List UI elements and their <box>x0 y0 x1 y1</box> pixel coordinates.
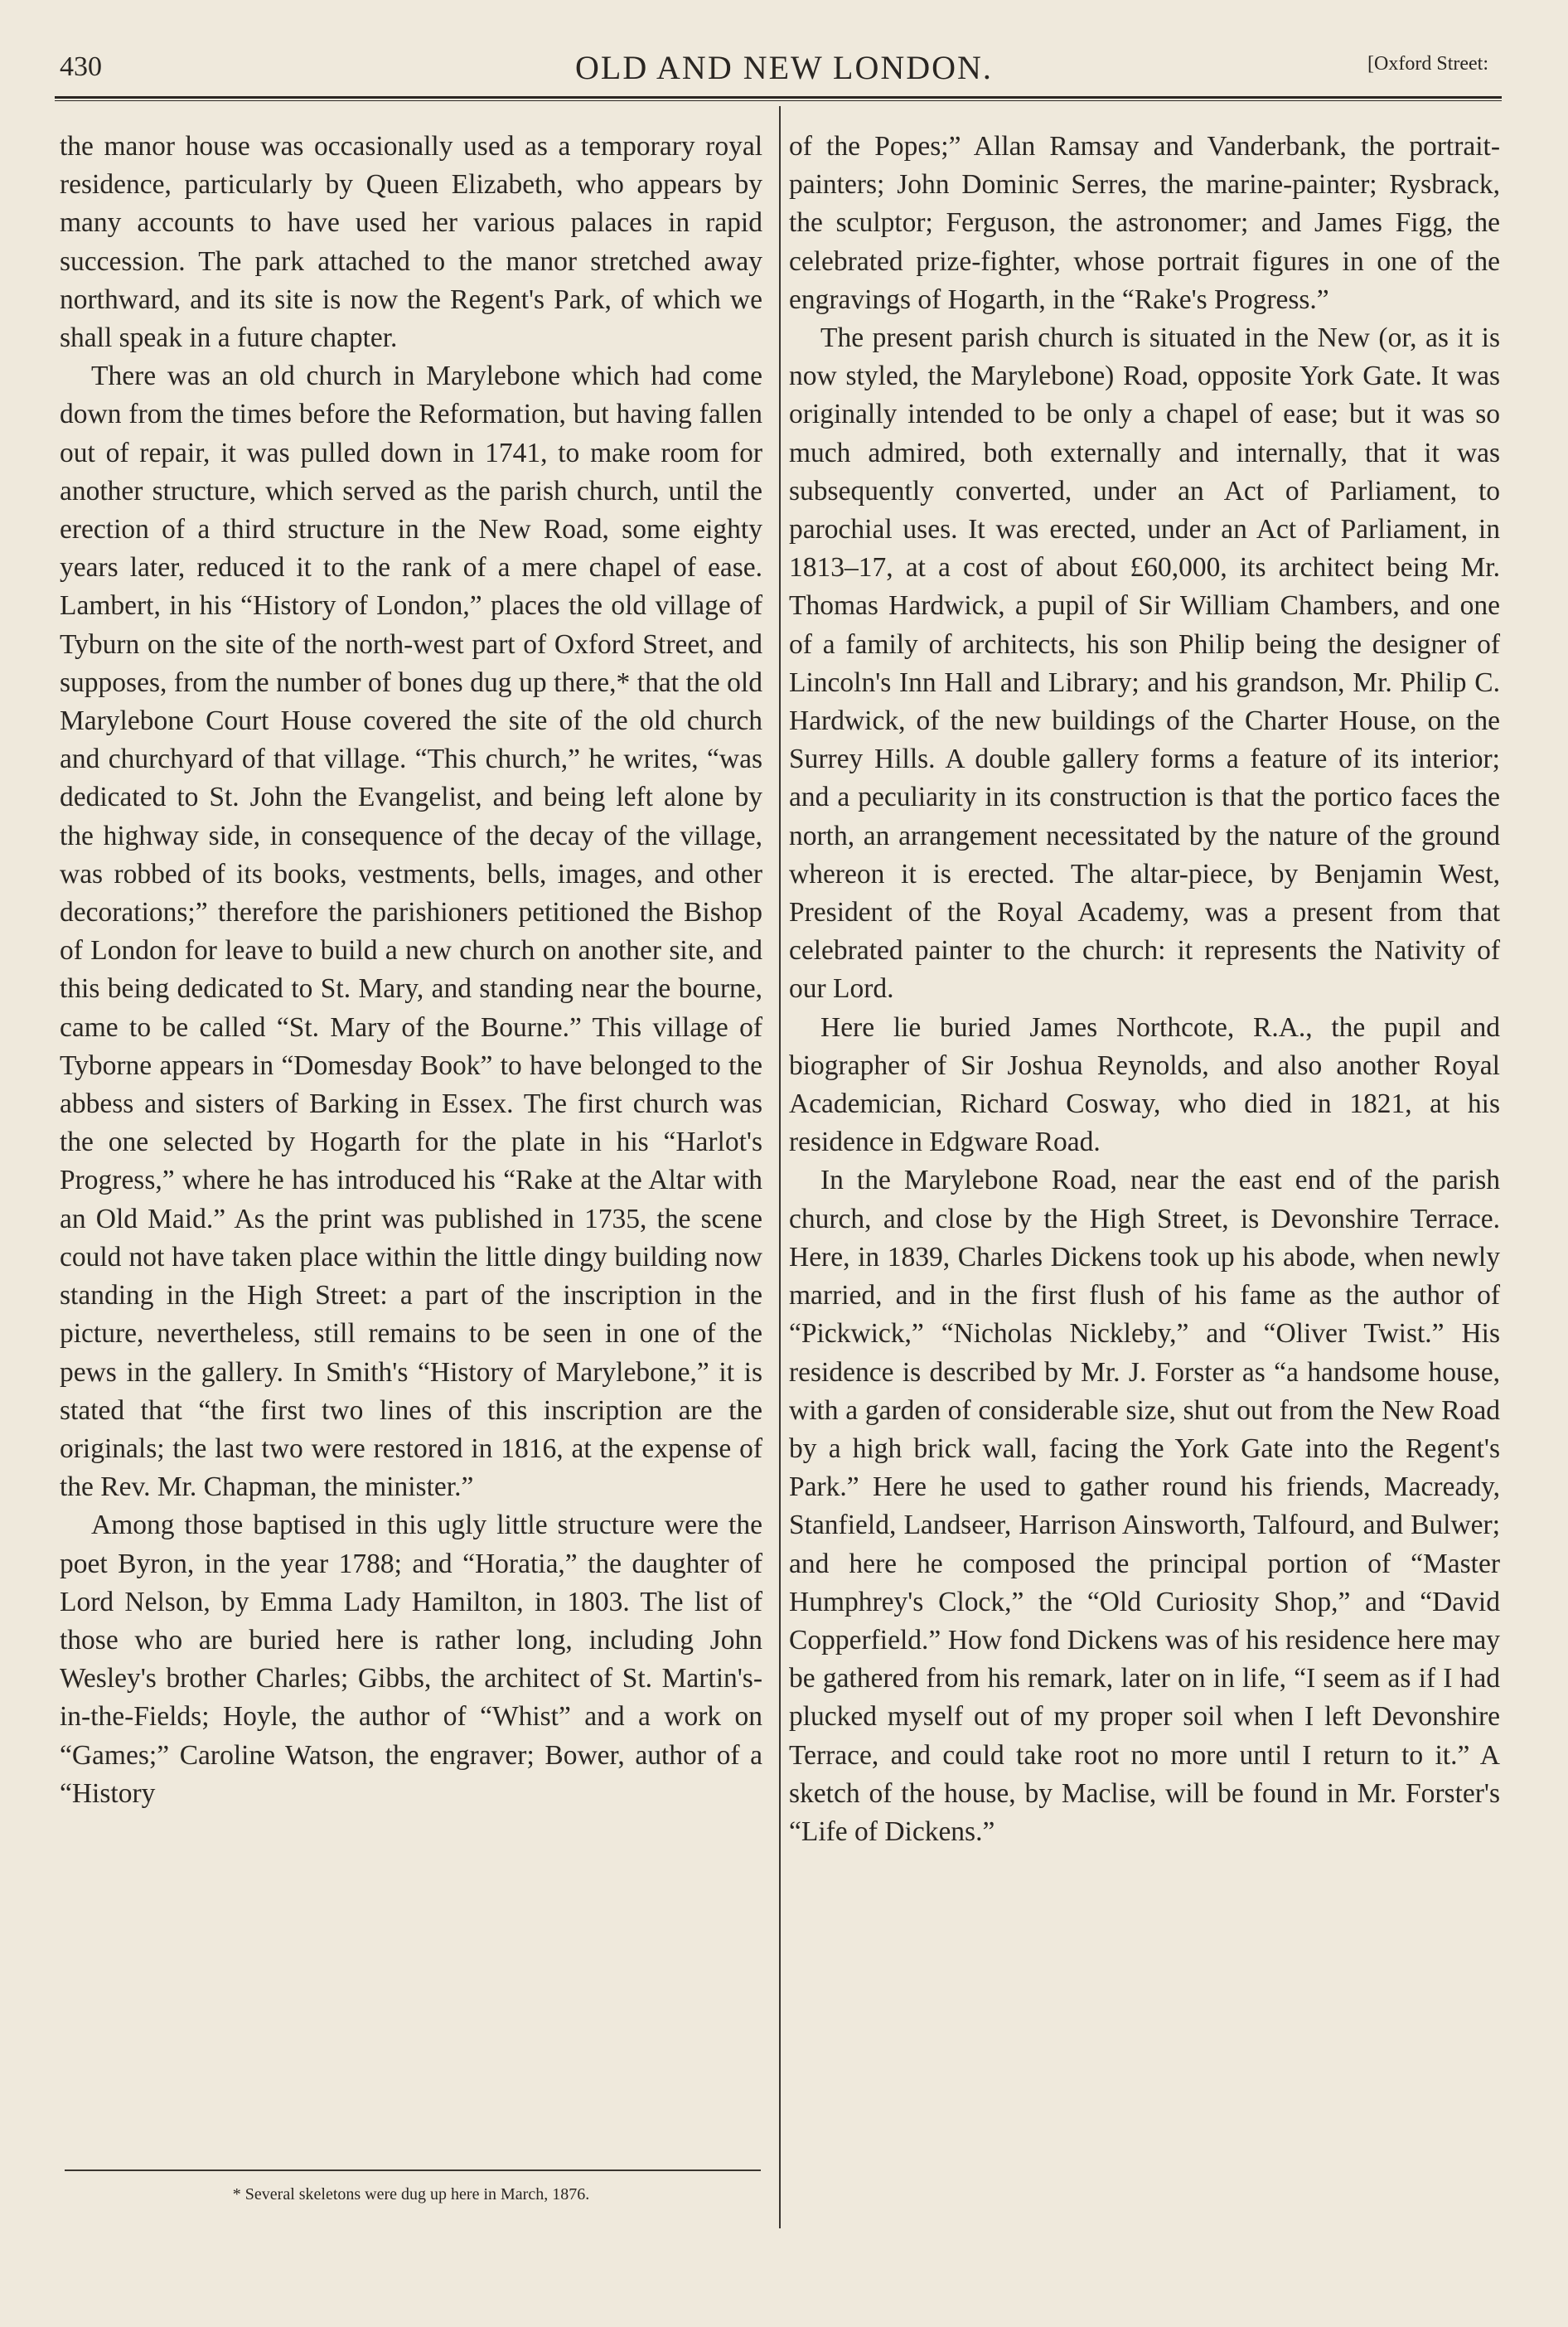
footnote-rule <box>65 2169 761 2171</box>
paragraph: Here lie buried James Northcote, R.A., the pupil and biographer of Sir Joshua Reynolds, and also another Royal Academician, Richard Cosway, who died in 1821, at his residence in Edgware Road. <box>789 1011 1500 1158</box>
paragraph: There was an old church in Marylebone which had come down from the times before the Reformation, but having fallen out of repair, it was pulled down in 1741, to make room for another structure, which served as the parish church, until the erection of a third structure in the New Road, some eighty years later, reduced it to the rank of a mere chapel of ease. Lambert, in his “History of London,” places the old village of Tyburn on the site of the north-west part of Oxford Street, and supposes, from the number of bones dug up there,* that the old Marylebone Court House covered the site of the old church and churchyard of that village. “This church,” he writes, “was dedicated to St. John the Evangelist, and being left alone by the highway side, in consequence of the decay of the village, was robbed of its books, vestments, bells, images, and other decorations;” therefore the parishioners petitioned the Bishop of London for leave to build a new church on another site, and this being dedicated to St. Mary, and standing near the bourne, came to be called “St. Mary of the Bourne.” This village of Tyborne appears in “Domesday Book” to have belonged to the abbess and sisters of Barking in Essex. The first church was the one selected by Hogarth for the plate in his “Harlot's Progress,” where he has introduced his “Rake at the Altar with an Old Maid.” As the print was published in 1735, the scene could not have taken place within the little dingy building now standing in the High Street: a part of the inscription in the picture, nevertheless, still remains to be seen in one of the pews in the gallery. In Smith's “History of Marylebone,” it is stated that “the first two lines of this inscription are the originals; the last two were restored in 1816, at the expense of the Rev. Mr. Chapman, the minister.” <box>60 361 762 1503</box>
header-rule <box>55 96 1502 99</box>
paragraph: Among those baptised in this ugly little structure were the poet Byron, in the year 1788; and “Horatia,” the daughter of Lord Nelson, by Emma Lady Hamilton, in 1803. The list of those who are buried here is rather long, including John Wesley's brother Charles; Gibbs, the architect of St. Martin's-in-the-Fields; Hoyle, the author of “Whist” and a work on “Games;” Caroline Watson, the engraver; Bower, author of a “History <box>60 1510 762 1809</box>
running-section: [Oxford Street: <box>1367 53 1488 75</box>
paragraph: the manor house was occasionally used as a temporary royal residence, particularly by Queen Elizabeth, who appears by many accounts to have used her various palaces in rapid succession. The park attached to the manor stretched away northward, and its site is now the Regent's Park, of which we shall speak in a future chapter. <box>60 131 762 354</box>
paragraph: In the Marylebone Road, near the east end of the parish church, and close by the High Street, is Devonshire Terrace. Here, in 1839, Charles Dickens took up his abode, when newly married, and in the first flush of his fame as the author of “Pickwick,” “Nicholas Nickleby,” and “Oliver Twist.” His residence is described by Mr. J. Forster as “a handsome house, with a garden of considerable size, shut out from the New Road by a high brick wall, facing the York Gate into the Regent's Park.” Here he used to gather round his friends, Macready, Stanfield, Landseer, Harrison Ainsworth, Talfourd, and Bulwer; and here he composed the principal portion of “Master Humphrey's Clock,” the “Old Curiosity Shop,” and “David Copperfield.” How fond Dickens was of his residence here may be gathered from his remark, later on in life, “I seem as if I had plucked myself out of my proper soil when I left Devonshire Terrace, and could take root no more until I return to it.” A sketch of the house, by Maclise, will be found in Mr. Forster's “Life of Dickens.” <box>789 1165 1500 1847</box>
left-column <box>60 128 762 1813</box>
page-number: 430 <box>60 51 102 82</box>
column-divider <box>779 106 781 2228</box>
right-column <box>789 128 1500 1851</box>
header-rule-thin <box>55 100 1502 101</box>
paragraph: of the Popes;” Allan Ramsay and Vanderbank, the portrait-painters; John Dominic Serres, the marine-painter; Rysbrack, the sculptor; Ferguson, the astronomer; and James Figg, the celebrated prize-fighter, whose portrait figures in one of the engravings of Hogarth, in the “Rake's Progress.” <box>789 131 1500 315</box>
footnote: * Several skeletons were dug up here in March, 1876. <box>232 2185 590 2203</box>
paragraph: The present parish church is situated in the New (or, as it is now styled, the Marylebone) Road, opposite York Gate. It was originally intended to be only a chapel of ease; but it was so much admired, both externally and internally, that it was subsequently converted, under an Act of Parliament, to parochial uses. It was erected, under an Act of Parliament, in 1813–17, at a cost of about £60,000, its architect being Mr. Thomas Hardwick, a pupil of Sir William Chambers, and one of a family of architects, his son Philip being the designer of Lincoln's Inn Hall and Library; and his grandson, Mr. Philip C. Hardwick, of the new buildings of the Charter House, on the Surrey Hills. A double gallery forms a feature of its interior; and a peculiarity in its construction is that the portico faces the north, an arrangement necessitated by the nature of the ground whereon it is erected. The altar-piece, by Benjamin West, President of the Royal Academy, was a present from that celebrated painter to the church: it represents the Nativity of our Lord. <box>789 322 1500 1005</box>
running-title: OLD AND NEW LONDON. <box>575 49 993 86</box>
